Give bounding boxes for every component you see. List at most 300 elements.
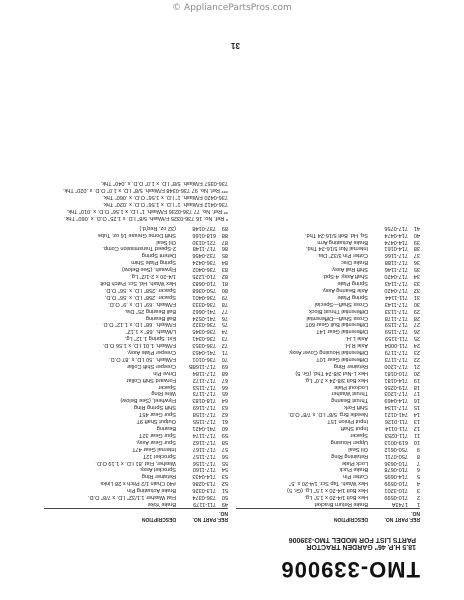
- cell-desc: Ball Bearing: [145, 314, 176, 321]
- cell-desc: Sprocket 12T: [142, 452, 176, 459]
- footnote: ** Ref. No. 77 736-0236 F/Wash. 1" I.D. x 1.56" O.D. x .010" Thk.: [66, 207, 228, 214]
- cell-ref: 78: [221, 300, 228, 307]
- table-row: [236, 403, 420, 410]
- cell-desc: Flywash. (See Below): [121, 266, 176, 273]
- cell-ref: 60: [221, 425, 228, 432]
- cell-ref: 38: [413, 245, 420, 252]
- cell-desc: Brake Return Bracket: [314, 501, 368, 507]
- cell-ref: 31: [413, 293, 420, 300]
- table-row: [236, 452, 420, 459]
- table-row: [44, 452, 228, 459]
- cell-part: 714-0433: [192, 473, 216, 480]
- table-row: [236, 300, 420, 307]
- table-row: [236, 238, 420, 245]
- cell-part: 710-0599: [384, 480, 408, 487]
- table-row: [44, 307, 228, 314]
- cell-ref: 33: [413, 280, 420, 286]
- cell-desc: Lockout Plate: [334, 383, 368, 390]
- cell-part: 711-0004: [384, 342, 408, 349]
- table-row: [44, 362, 228, 369]
- header-ref: REF. NO.: [409, 510, 420, 522]
- table-row: [236, 251, 420, 258]
- cell-ref: 2: [416, 494, 420, 501]
- cell-part: 717-1159: [384, 321, 408, 328]
- cell-part: 717-1188: [384, 259, 408, 266]
- cell-ref: 89: [221, 224, 228, 231]
- cell-part: 714-0469: [384, 397, 408, 404]
- table-row: [236, 486, 420, 493]
- table-row: [44, 472, 228, 479]
- cell-desc: Cotter Pin: [343, 473, 368, 480]
- table-row: [236, 258, 420, 265]
- cell-ref: 71: [221, 349, 228, 356]
- table-row: [44, 500, 228, 507]
- cell-ref: 41: [413, 224, 420, 231]
- cell-ref: 70: [221, 355, 228, 362]
- cell-part: 710-0683: [192, 280, 216, 286]
- cell-part: 717-1167: [192, 445, 216, 452]
- cell-part: 736-0401: [192, 293, 216, 300]
- cell-desc: #40 Chain 1/2 Pitch x 28 Links: [100, 480, 176, 487]
- cell-part: 736-0333: [192, 300, 216, 307]
- cell-part: 717-1146: [384, 266, 408, 273]
- cell-desc: Shift Fork: [344, 404, 368, 411]
- cell-ref: 24: [413, 342, 420, 349]
- cell-ref: 76: [221, 314, 228, 321]
- cell-desc: (32 oz. Req'd.): [139, 224, 176, 231]
- cell-part: 717-0420: [384, 273, 408, 280]
- cell-ref: 27: [413, 321, 420, 328]
- cell-ref: 55: [221, 459, 228, 466]
- table-row: [44, 403, 228, 410]
- cell-part: 710-1225: [192, 273, 216, 280]
- cell-desc: Hex Bolt 1/4-20 x 1.5" Lg.: [304, 494, 368, 501]
- parts-table-right: [44, 179, 228, 522]
- cell-part: 717-1133: [384, 307, 408, 314]
- table-row: [44, 417, 228, 424]
- table-row: [236, 500, 420, 507]
- table-row: [236, 293, 420, 300]
- subtitle-line-2: PARTS LIST FOR MODEL TMO-339006: [288, 536, 416, 543]
- cell-part: 717-1168B: [189, 362, 216, 369]
- cell-desc: Hex Bolt 3/8-24 x 2.0" Lg.: [304, 376, 368, 383]
- cell-part: 711-0253: [384, 431, 408, 438]
- table-row: [236, 459, 420, 466]
- cell-ref: 68: [221, 369, 228, 376]
- cell-part: 711-0114: [385, 425, 408, 432]
- cell-desc: Spur Gear 45T: [139, 411, 176, 418]
- cell-desc: Input Shaft: [340, 425, 368, 432]
- table-row: [44, 369, 228, 376]
- table-row: [236, 390, 420, 397]
- cell-desc: [236, 224, 368, 231]
- watermark: © AppliancePartsPros.com: [172, 3, 292, 13]
- cell-part: 719-0256: [384, 383, 408, 390]
- cell-desc: 1/4-20 x 2-1/2" Lg.: [130, 273, 176, 280]
- cell-desc: Creeper Plate Assy.: [126, 349, 176, 356]
- cell-desc: Internal Nut 5/16-24 Thd.: [305, 245, 368, 252]
- cell-part: 714-0474: [384, 231, 408, 238]
- cell-desc: 2-Speed Transmission Comp.: [102, 245, 176, 252]
- cell-desc: Shift Dome Grease 16 oz. Tube: [97, 231, 176, 238]
- table-row: [236, 307, 420, 314]
- cell-desc: Brake Actuating Pin: [127, 487, 176, 494]
- cell-ref: 20: [413, 369, 420, 376]
- cell-part: 717-1143: [384, 300, 408, 307]
- table-row: [44, 265, 228, 272]
- footnote: 736-0357 F/Wash. 5/8" I.D. x 1.0" O.D. x .040" Thk.: [100, 180, 228, 187]
- table-row: [236, 321, 420, 328]
- cell-desc: Output Shaft 9T: [136, 418, 176, 425]
- cell-ref: 32: [413, 286, 420, 293]
- cell-desc: Oil Seal: [156, 238, 176, 245]
- cell-part: 717-1172: [192, 376, 216, 383]
- cell-part: 736-0322: [192, 321, 216, 328]
- cell-desc: Spring Plate: [337, 280, 368, 286]
- cell-desc: Axle L.H.: [345, 335, 368, 342]
- cell-part: 717-1203: [384, 390, 408, 397]
- cell-ref: 9: [416, 445, 420, 452]
- cell-desc: Differential Gear 14T: [316, 328, 368, 335]
- footnote: 736-0412 F/Wash. 1" I.D. x 1.56" O.D. x .020" Thk.: [102, 201, 228, 208]
- cell-ref: 19: [413, 376, 420, 383]
- table-row: [44, 279, 228, 286]
- cell-desc: Retaining Ring: [331, 452, 368, 459]
- cell-part: 721-0130: [192, 238, 216, 245]
- cell-part: 710-3201: [384, 487, 408, 494]
- cell-ref: 50: [221, 494, 228, 501]
- cell-ref: 39: [413, 238, 420, 245]
- table-row: [44, 334, 228, 341]
- cell-ref: 15: [413, 404, 420, 411]
- cell-ref: 37: [413, 252, 420, 259]
- table-row: [44, 459, 228, 466]
- cell-desc: Forward Shift Collar: [126, 376, 176, 383]
- table-header: [44, 508, 228, 522]
- cell-desc: F/Wash. 1.01 I.D. x 1.56 O.D.: [102, 342, 176, 349]
- cell-desc: Retainer Ring: [333, 362, 368, 369]
- cell-ref: 69: [221, 362, 228, 369]
- cell-desc: Spacer .258" I.D. x .56" O.D.: [104, 293, 176, 300]
- table-row: [236, 362, 420, 369]
- cell-ref: 25: [413, 335, 420, 342]
- cell-part: 711-1159: [385, 335, 408, 342]
- cell-ref: 79: [221, 293, 228, 300]
- cell-part: 714-0695: [384, 473, 408, 480]
- cell-part: 717-1157: [192, 452, 216, 459]
- cell-part: 741-0421: [192, 425, 216, 432]
- cell-ref: 1: [416, 501, 420, 507]
- cell-desc: Needle Brg. 5/8" I.D. x 7/8" O.D.: [288, 411, 368, 418]
- cell-part: 714-0181: [384, 376, 408, 383]
- cell-ref: 4: [416, 480, 420, 487]
- table-row: [44, 245, 228, 252]
- table-row: [236, 279, 420, 286]
- table-row: [236, 472, 420, 479]
- cell-desc: Detent Spring: [141, 252, 176, 259]
- cell-ref: 51: [221, 487, 228, 494]
- table-row: [236, 466, 420, 473]
- cell-desc: Shift Rail Assy.: [331, 266, 368, 273]
- cell-part: 714-0474: [384, 238, 408, 245]
- table-row: [44, 258, 228, 265]
- cell-desc: Ball Bearing 25" Dia.: [124, 307, 176, 314]
- cell-desc: Spacer: [350, 431, 368, 438]
- cell-part: 736-0345: [192, 328, 216, 335]
- table-row: [44, 238, 228, 245]
- cell-desc: Washer, Flat .81 I.D. x 1.19 O.D.: [95, 459, 176, 466]
- cell-part: 717-1174: [192, 431, 216, 438]
- cell-part: 717-0756: [384, 224, 408, 231]
- table-row: [44, 466, 228, 473]
- table-row: [236, 376, 420, 383]
- table-header: [236, 508, 420, 522]
- header-part: PART NO.: [384, 516, 408, 522]
- cell-part: 750-0612: [384, 445, 408, 452]
- cell-ref: 87: [221, 238, 228, 245]
- cell-ref: 22: [413, 355, 420, 362]
- table-row: [44, 224, 228, 231]
- cell-part: 710-0678: [384, 466, 408, 473]
- cell-part: 710-0599: [384, 494, 408, 501]
- table-row: [236, 224, 420, 231]
- cell-ref: 35: [413, 266, 420, 273]
- page-number: 31: [231, 41, 240, 50]
- table-row: [236, 438, 420, 445]
- table-row: [44, 486, 228, 493]
- parts-table-left: [236, 224, 420, 522]
- cell-ref: 26: [413, 328, 420, 335]
- subtitle-line-1: 18.5 H.P. 46" GARDEN TRACTOR: [306, 543, 416, 550]
- table-row: [236, 445, 420, 452]
- table-row: [236, 341, 420, 348]
- table-row: [236, 265, 420, 272]
- table-row: [236, 272, 420, 279]
- cell-part: 736-0353: [192, 342, 216, 349]
- cell-desc: Spacer: [158, 383, 176, 390]
- cell-part: 736-0101: [192, 355, 216, 362]
- table-row: [44, 493, 228, 500]
- cell-desc: Differential Thrust Block: [308, 307, 368, 314]
- cell-part: 717-1134: [384, 404, 408, 411]
- cell-desc: Hex L-Nut 3/8-24 Thd. (Gr. 5): [295, 369, 368, 376]
- cell-desc: Hex Wash. Hd. Scr. Patch Bolt: [100, 280, 176, 286]
- cell-part: 717-1166: [384, 252, 408, 259]
- cell-part: 750-0368: [192, 286, 216, 293]
- cell-ref: 54: [221, 466, 228, 473]
- cell-part: 713-0326: [192, 487, 216, 494]
- cell-desc: Shaft Assy. 4-Spd.: [322, 273, 368, 280]
- table-row: [236, 245, 420, 252]
- cell-desc: Flywheel, (See Below): [120, 397, 176, 404]
- cell-ref: 7: [416, 459, 420, 466]
- cell-ref: 83: [221, 266, 228, 273]
- table-row: [44, 293, 228, 300]
- cell-ref: 21: [413, 362, 420, 369]
- cell-desc: F/Wash. .69" I.D. x .9" O.D.: [108, 300, 176, 307]
- cell-ref: 23: [413, 349, 420, 356]
- cell-ref: 17: [413, 390, 420, 397]
- cell-part: 713-0286: [192, 480, 216, 487]
- table-row: [44, 341, 228, 348]
- cell-desc: Sq. Hd. Bolt 5/16-24 Thd.: [304, 231, 368, 238]
- footnotes: [44, 179, 228, 220]
- cell-part: 736-0424: [192, 259, 216, 266]
- table-row: [236, 493, 420, 500]
- table-row: [236, 348, 420, 355]
- cell-part: 717-0420: [384, 286, 408, 293]
- header-desc: DESCRIPTION: [141, 516, 176, 522]
- cell-desc: Lock Plate: [341, 459, 368, 466]
- cell-ref: 74: [221, 328, 228, 335]
- cell-desc: Ext. Spring 1.12" Lg.: [124, 335, 176, 342]
- table-row: [44, 314, 228, 321]
- cell-part: 736-0341: [192, 335, 216, 342]
- cell-ref: 67: [221, 376, 228, 383]
- cell-part: 736-0374: [192, 494, 216, 501]
- cell-desc: Wire Ring: [151, 390, 176, 397]
- cell-part: 717-1173: [384, 355, 408, 362]
- cell-ref: 72: [221, 342, 228, 349]
- table-row: [236, 314, 420, 321]
- header-desc: DESCRIPTION: [333, 516, 368, 522]
- cell-part: 717-1162: [192, 438, 216, 445]
- cell-desc: Input Pinion 15T: [327, 418, 368, 425]
- cell-desc: Thrust Washer: [331, 390, 368, 397]
- cell-part: 717-1148: [192, 245, 216, 252]
- cell-ref: 85: [221, 252, 228, 259]
- cell-desc: Differential Housing Cover Assy.: [288, 349, 368, 356]
- cell-ref: 10: [413, 438, 420, 445]
- cell-desc: Thrust Bearing: [331, 397, 368, 404]
- cell-ref: 13: [413, 418, 420, 425]
- cell-desc: Brake Yoke: [147, 501, 176, 507]
- cell-desc: Creeper Shift Collar: [126, 362, 176, 369]
- table-row: [44, 438, 228, 445]
- cell-ref: 64: [221, 397, 228, 404]
- table-row: [44, 348, 228, 355]
- cell-part: 714-0161: [384, 245, 408, 252]
- table-row: [44, 431, 228, 438]
- cell-ref: 63: [221, 404, 228, 411]
- cell-ref: 84: [221, 259, 228, 266]
- table-row: [44, 300, 228, 307]
- cell-part: 711-1179: [193, 501, 216, 507]
- cell-ref: 8: [416, 452, 420, 459]
- table-row: [236, 327, 420, 334]
- parts-list-sheet: [40, 22, 424, 588]
- cell-ref: 34: [413, 273, 420, 280]
- cell-desc: Bearing: [156, 425, 176, 432]
- cell-ref: 58: [221, 438, 228, 445]
- header-ref: REF. NO.: [217, 510, 228, 522]
- cell-desc: Retainer Ring: [141, 473, 176, 480]
- page-title: TMO-339006: [280, 557, 420, 582]
- cell-desc: Hex Wash. Tap Scr. 1/4-20 x .5": [289, 480, 368, 487]
- table-row: [236, 286, 420, 293]
- cell-part: 717-1160: [192, 466, 216, 473]
- cell-part: 717-1159: [384, 328, 408, 335]
- table-row: [44, 272, 228, 279]
- cell-ref: 82: [221, 273, 228, 280]
- cell-part: 1743A: [391, 501, 408, 507]
- cell-desc: Axle Bearing Assy.: [321, 286, 368, 293]
- cell-part: 732-0456: [192, 252, 216, 259]
- table-row: [236, 417, 420, 424]
- cell-desc: Cross Shaft—Differential: [306, 314, 368, 321]
- table-row: [44, 390, 228, 397]
- table-row: [236, 431, 420, 438]
- cell-part: 741-0662: [192, 307, 216, 314]
- cell-ref: 75: [221, 321, 228, 328]
- table-body: [44, 224, 228, 507]
- cell-desc: Spring Plate Shim: [131, 259, 176, 266]
- cell-ref: 36: [413, 259, 420, 266]
- cell-ref: 73: [221, 335, 228, 342]
- cell-desc: Spacer .258" I.D. x .56" O.D.: [104, 286, 176, 293]
- table-row: [44, 231, 228, 238]
- cell-part: 718-0183: [192, 397, 216, 404]
- cell-desc: Oil Seal: [348, 445, 368, 452]
- cell-ref: 57: [221, 445, 228, 452]
- table-row: [236, 424, 420, 431]
- cell-ref: 18: [413, 383, 420, 390]
- cell-part: 717-1179: [384, 349, 408, 356]
- table-row: [44, 251, 228, 258]
- cell-ref: 80: [221, 286, 228, 293]
- cell-ref: 14: [413, 411, 420, 418]
- cell-desc: Brake Puck: [339, 466, 368, 473]
- cell-part: 717-1155: [192, 418, 216, 425]
- table-row: [236, 383, 420, 390]
- cell-part: 750-0711: [384, 452, 408, 459]
- cell-part: 717-1156: [192, 459, 216, 466]
- cell-desc: F/Wash. .50 I.D. x .87 O.D.: [109, 355, 176, 362]
- cell-part: 618-0166: [192, 231, 216, 238]
- cell-ref: 11: [414, 431, 420, 438]
- cell-desc: Shift Spring Ring: [134, 404, 176, 411]
- cell-ref: 52: [221, 480, 228, 487]
- table-row: [44, 445, 228, 452]
- page-subtitle: [289, 536, 416, 550]
- cell-ref: 61: [221, 418, 228, 425]
- cell-part: 717-1200: [384, 362, 408, 369]
- cell-part: 711-1144: [385, 293, 408, 300]
- cell-ref: 81: [221, 280, 228, 286]
- table-row: [236, 355, 420, 362]
- cell-part: 717-1153: [192, 383, 216, 390]
- cell-ref: 77: [221, 307, 228, 314]
- cell-desc: Sprocket Assy.: [139, 466, 176, 473]
- cell-part: 736-0402: [192, 266, 216, 273]
- table-row: [44, 376, 228, 383]
- table-row: [44, 355, 228, 362]
- cell-part: 737-0148: [192, 224, 216, 231]
- table-row: [44, 321, 228, 328]
- cell-desc: Spur Gear Assy.: [135, 438, 176, 445]
- cell-part: 717-1184: [192, 369, 216, 376]
- footnote: 736-0420 F/Wash. 1" I.D. x 1.56" O.D. x .060" Thk.: [102, 194, 228, 201]
- cell-ref: 40: [413, 231, 420, 238]
- cell-ref: 49: [221, 501, 228, 507]
- cell-ref: 86: [221, 245, 228, 252]
- table-body: [236, 224, 420, 507]
- cell-desc: Upper Housing: [330, 438, 368, 445]
- table-row: [44, 327, 228, 334]
- cell-part: 717-1143: [384, 280, 408, 286]
- cell-part: 717-1158: [192, 411, 216, 418]
- cell-ref: 53: [221, 473, 228, 480]
